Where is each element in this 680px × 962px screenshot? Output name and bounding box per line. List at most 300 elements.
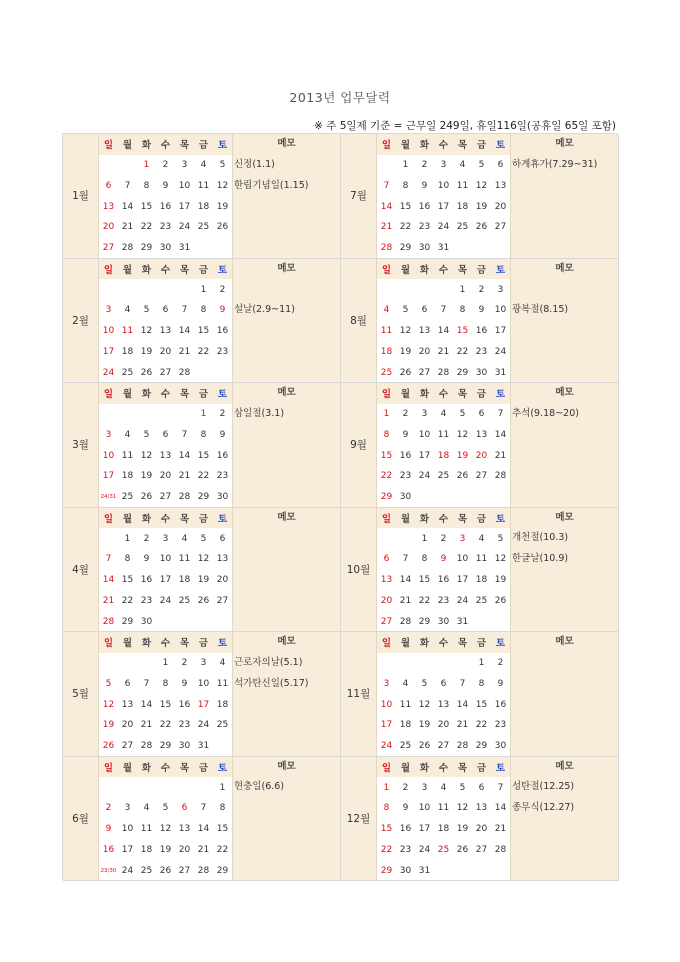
weekday-label: 화 xyxy=(141,140,152,152)
week-row xyxy=(99,715,232,736)
memo-column xyxy=(232,259,340,383)
day-cell: 8 xyxy=(143,180,150,191)
day-cell: 18 xyxy=(121,346,134,357)
day-cell: 26 xyxy=(216,222,229,233)
memo-column xyxy=(232,383,340,507)
day-cell: 9 xyxy=(219,429,226,440)
day-cell: 3 xyxy=(383,678,390,689)
day-cell: 8 xyxy=(200,429,207,440)
memo-item xyxy=(511,279,618,300)
memo-header: 메모 xyxy=(277,760,296,772)
week-row xyxy=(99,777,232,798)
day-cell: 22 xyxy=(380,471,393,482)
month-calendar xyxy=(99,134,232,258)
day-cell: 3 xyxy=(181,160,188,171)
day-cell: 21 xyxy=(380,222,393,233)
day-cell: 29 xyxy=(380,492,393,503)
day-cell: 24 xyxy=(380,741,393,752)
day-cell: 25 xyxy=(121,367,134,378)
day-cell: 18 xyxy=(380,346,393,357)
page-title: 2013년 업무달력 xyxy=(289,90,391,105)
weekday-label: 화 xyxy=(141,513,152,525)
day-cell: 16 xyxy=(494,699,507,710)
weekday-label: 월 xyxy=(400,638,411,650)
weekday-header xyxy=(377,134,510,155)
week-row xyxy=(99,819,232,840)
weekday-header xyxy=(377,259,510,280)
week-row xyxy=(99,798,232,819)
day-cell: 7 xyxy=(124,180,131,191)
day-cell: 12 xyxy=(197,554,210,565)
day-cell: 25 xyxy=(197,222,210,233)
day-cell: 10 xyxy=(380,699,393,710)
day-cell: 4 xyxy=(143,803,150,814)
day-cell: 24 xyxy=(197,720,210,731)
month-block xyxy=(63,508,341,633)
day-cell: 22 xyxy=(456,346,469,357)
day-cell: 4 xyxy=(124,429,131,440)
day-cell: 5 xyxy=(402,305,409,316)
day-cell: 29 xyxy=(121,616,134,627)
day-cell: 6 xyxy=(219,533,226,544)
week-row xyxy=(377,715,510,736)
day-cell: 24 xyxy=(178,222,191,233)
day-cell: 25 xyxy=(456,222,469,233)
day-cell: 14 xyxy=(399,575,412,586)
day-cell: 1 xyxy=(219,782,226,793)
month-label: 5월 xyxy=(63,632,99,756)
day-cell: 22 xyxy=(475,720,488,731)
day-cell: 31 xyxy=(437,243,450,254)
day-cell: 6 xyxy=(124,678,131,689)
day-cell: 1 xyxy=(124,533,131,544)
day-cell: 20 xyxy=(216,575,229,586)
weekday-label: 목 xyxy=(179,762,190,774)
day-cell: 18 xyxy=(475,575,488,586)
day-cell: 1 xyxy=(421,533,428,544)
day-cell: 23 xyxy=(159,222,172,233)
day-cell: 29 xyxy=(140,243,153,254)
week-row xyxy=(377,736,510,757)
memo-item: 신정(1.1) xyxy=(234,158,275,170)
day-cell: 22 xyxy=(140,222,153,233)
week-row xyxy=(99,549,232,570)
month-block xyxy=(341,508,619,633)
day-cell: 17 xyxy=(437,201,450,212)
day-cell: 21 xyxy=(399,595,412,606)
day-cell: 8 xyxy=(124,554,131,565)
day-cell: 17 xyxy=(121,844,134,855)
week-row xyxy=(377,694,510,715)
memo-item: 한립기념일(1.15) xyxy=(234,179,309,191)
day-cell: 29 xyxy=(399,243,412,254)
day-cell: 26 xyxy=(197,595,210,606)
day-cell: 30 xyxy=(418,243,431,254)
day-cell: 25 xyxy=(216,720,229,731)
day-cell: 18 xyxy=(178,575,191,586)
weekday-label: 월 xyxy=(400,264,411,276)
month-calendar xyxy=(99,383,232,507)
day-cell: 24 xyxy=(456,595,469,606)
day-cell: 3 xyxy=(421,409,428,420)
week-row xyxy=(377,570,510,591)
week-row xyxy=(99,362,232,383)
weekday-label: 수 xyxy=(160,513,171,525)
day-cell: 12 xyxy=(140,450,153,461)
day-cell: 5 xyxy=(219,160,226,171)
day-cell: 30 xyxy=(494,741,507,752)
day-cell: 27 xyxy=(121,741,134,752)
week-row xyxy=(99,279,232,300)
day-cell: 24 xyxy=(494,346,507,357)
day-cell: 9 xyxy=(402,803,409,814)
day-cell: 30 xyxy=(475,367,488,378)
day-cell: 26 xyxy=(475,222,488,233)
day-cell: 25 xyxy=(121,492,134,503)
day-cell: 7 xyxy=(497,782,504,793)
day-cell: 16 xyxy=(418,201,431,212)
weekday-label: 화 xyxy=(141,389,152,401)
day-cell: 16 xyxy=(216,450,229,461)
day-cell: 10 xyxy=(102,450,115,461)
week-row xyxy=(99,466,232,487)
weekday-header xyxy=(377,632,510,653)
day-cell: 23/30 xyxy=(100,867,117,874)
day-cell: 9 xyxy=(162,180,169,191)
week-row xyxy=(377,300,510,321)
month-calendar xyxy=(377,508,510,632)
day-cell: 11 xyxy=(475,554,488,565)
week-row xyxy=(99,653,232,674)
memo-header: 메모 xyxy=(555,138,574,149)
day-cell: 8 xyxy=(219,803,226,814)
day-cell: 19 xyxy=(494,575,507,586)
day-cell: 7 xyxy=(181,305,188,316)
day-cell: 25 xyxy=(380,367,393,378)
day-cell: 3 xyxy=(200,658,207,669)
weekday-label: 일 xyxy=(381,264,392,276)
day-cell: 4 xyxy=(219,658,226,669)
day-cell: 9 xyxy=(497,678,504,689)
day-cell: 10 xyxy=(494,305,507,316)
month-calendar xyxy=(99,757,232,881)
day-cell: 25 xyxy=(178,595,191,606)
week-row xyxy=(377,528,510,549)
weekday-label: 목 xyxy=(457,264,468,276)
day-cell: 20 xyxy=(159,346,172,357)
weekday-label: 화 xyxy=(141,264,152,276)
week-row xyxy=(377,674,510,695)
day-cell: 20 xyxy=(494,201,507,212)
day-cell: 22 xyxy=(418,595,431,606)
weekday-label: 금 xyxy=(198,140,209,152)
day-cell: 25 xyxy=(399,741,412,752)
month-calendar xyxy=(99,508,232,632)
day-cell: 15 xyxy=(216,824,229,835)
day-cell: 15 xyxy=(380,824,393,835)
week-row xyxy=(377,404,510,425)
day-cell: 19 xyxy=(197,575,210,586)
day-cell: 1 xyxy=(383,409,390,420)
day-cell: 28 xyxy=(121,243,134,254)
day-cell: 5 xyxy=(200,533,207,544)
weekday-label: 토 xyxy=(217,140,228,152)
weekday-label: 일 xyxy=(103,264,114,276)
day-cell: 13 xyxy=(159,326,172,337)
memo-item: 근로자의날(5.1) xyxy=(234,656,303,668)
day-cell: 27 xyxy=(380,616,393,627)
week-row xyxy=(377,611,510,632)
day-cell: 21 xyxy=(494,450,507,461)
day-cell: 8 xyxy=(162,678,169,689)
memo-column xyxy=(232,632,340,756)
day-cell: 15 xyxy=(475,699,488,710)
week-row xyxy=(377,653,510,674)
weekday-label: 토 xyxy=(495,140,506,152)
day-cell: 4 xyxy=(440,782,447,793)
day-cell: 15 xyxy=(197,326,210,337)
day-cell: 25 xyxy=(437,844,450,855)
day-cell: 16 xyxy=(178,699,191,710)
day-cell: 23 xyxy=(418,222,431,233)
week-row xyxy=(377,591,510,612)
memo-item: 설날(2.9~11) xyxy=(234,304,295,315)
month-label: 2월 xyxy=(63,259,99,383)
day-cell: 19 xyxy=(140,471,153,482)
day-cell: 9 xyxy=(143,554,150,565)
day-cell: 16 xyxy=(399,450,412,461)
day-cell: 2 xyxy=(497,658,504,669)
week-row xyxy=(99,238,232,259)
day-cell: 16 xyxy=(159,201,172,212)
day-cell: 4 xyxy=(200,160,207,171)
memo-item: 성탄절(12.25) xyxy=(512,781,575,793)
day-cell: 11 xyxy=(437,803,450,814)
day-cell: 5 xyxy=(143,429,150,440)
day-cell: 19 xyxy=(418,720,431,731)
day-cell: 5 xyxy=(459,782,466,793)
day-cell: 19 xyxy=(456,450,469,461)
day-cell: 5 xyxy=(421,678,428,689)
day-cell: 13 xyxy=(418,326,431,337)
day-cell: 7 xyxy=(383,180,390,191)
day-cell: 23 xyxy=(399,471,412,482)
weekday-header xyxy=(99,508,232,529)
month-calendar xyxy=(377,134,510,258)
week-row xyxy=(99,176,232,197)
week-row xyxy=(377,238,510,259)
day-cell: 6 xyxy=(162,305,169,316)
day-cell: 16 xyxy=(437,575,450,586)
weekday-label: 월 xyxy=(122,140,133,152)
memo-column xyxy=(510,632,618,756)
memo-header: 메모 xyxy=(277,262,296,274)
day-cell: 14 xyxy=(437,326,450,337)
memo-column xyxy=(510,259,618,383)
weekday-label: 수 xyxy=(438,264,449,276)
weekday-header xyxy=(377,757,510,778)
day-cell: 26 xyxy=(140,492,153,503)
day-cell: 28 xyxy=(399,616,412,627)
day-cell: 2 xyxy=(143,533,150,544)
weekday-label: 수 xyxy=(438,389,449,401)
day-cell: 27 xyxy=(494,222,507,233)
day-cell: 11 xyxy=(178,554,191,565)
memo-item: 한글날(10.9) xyxy=(512,553,569,564)
day-cell: 20 xyxy=(437,720,450,731)
memo-item xyxy=(233,279,340,300)
day-cell: 23 xyxy=(475,346,488,357)
day-cell: 27 xyxy=(475,471,488,482)
day-cell: 22 xyxy=(197,471,210,482)
day-cell: 26 xyxy=(456,844,469,855)
day-cell: 28 xyxy=(178,367,191,378)
day-cell: 21 xyxy=(437,346,450,357)
day-cell: 21 xyxy=(178,471,191,482)
day-cell: 20 xyxy=(159,471,172,482)
memo-header: 메모 xyxy=(555,760,574,772)
day-cell: 2 xyxy=(402,782,409,793)
weekday-label: 월 xyxy=(400,762,411,774)
week-row xyxy=(99,404,232,425)
day-cell: 31 xyxy=(178,243,191,254)
weekday-label: 일 xyxy=(103,140,114,152)
weekday-label: 금 xyxy=(198,762,209,774)
day-cell: 19 xyxy=(140,346,153,357)
day-cell: 24 xyxy=(159,595,172,606)
day-cell: 28 xyxy=(197,865,210,876)
day-cell: 31 xyxy=(197,741,210,752)
memo-item: 종무식(12.27) xyxy=(512,802,575,813)
day-cell: 1 xyxy=(143,160,150,171)
day-cell: 12 xyxy=(399,326,412,337)
day-cell: 13 xyxy=(178,824,191,835)
day-cell: 25 xyxy=(437,471,450,482)
day-cell: 22 xyxy=(216,844,229,855)
day-cell: 17 xyxy=(102,346,115,357)
day-cell: 29 xyxy=(456,367,469,378)
weekday-label: 일 xyxy=(103,762,114,774)
day-cell: 30 xyxy=(437,616,450,627)
weekday-label: 수 xyxy=(160,762,171,774)
week-row xyxy=(377,840,510,861)
weekday-label: 금 xyxy=(476,140,487,152)
weekday-label: 금 xyxy=(198,389,209,401)
day-cell: 13 xyxy=(494,180,507,191)
day-cell: 23 xyxy=(216,346,229,357)
week-row xyxy=(99,321,232,342)
month-block xyxy=(341,757,619,882)
month-calendar xyxy=(377,259,510,383)
day-cell: 12 xyxy=(494,554,507,565)
day-cell: 15 xyxy=(399,201,412,212)
week-row xyxy=(99,155,232,176)
month-calendar xyxy=(377,383,510,507)
day-cell: 27 xyxy=(159,367,172,378)
day-cell: 30 xyxy=(178,741,191,752)
memo-header: 메모 xyxy=(277,387,296,398)
day-cell: 28 xyxy=(178,492,191,503)
weekday-header xyxy=(99,259,232,280)
day-cell: 7 xyxy=(497,409,504,420)
weekday-header xyxy=(99,134,232,155)
memo-item: 광복절(8.15) xyxy=(512,304,569,315)
day-cell: 4 xyxy=(124,305,131,316)
day-cell: 9 xyxy=(440,554,447,565)
month-label: 7월 xyxy=(341,134,377,258)
month-block xyxy=(341,632,619,757)
weekday-label: 화 xyxy=(419,513,430,525)
day-cell: 10 xyxy=(102,326,115,337)
day-cell: 19 xyxy=(456,824,469,835)
day-cell: 3 xyxy=(162,533,169,544)
weekday-header xyxy=(377,383,510,404)
day-cell: 14 xyxy=(456,699,469,710)
day-cell: 11 xyxy=(456,180,469,191)
day-cell: 3 xyxy=(421,782,428,793)
day-cell: 30 xyxy=(159,243,172,254)
weekday-label: 월 xyxy=(122,513,133,525)
day-cell: 20 xyxy=(475,450,488,461)
day-cell: 28 xyxy=(140,741,153,752)
day-cell: 1 xyxy=(459,284,466,295)
month-block xyxy=(341,383,619,508)
day-cell: 12 xyxy=(102,699,115,710)
month-label: 9월 xyxy=(341,383,377,507)
day-cell: 6 xyxy=(162,429,169,440)
day-cell: 27 xyxy=(437,741,450,752)
memo-header: 메모 xyxy=(277,511,296,523)
day-cell: 2 xyxy=(181,658,188,669)
day-cell: 3 xyxy=(497,284,504,295)
memo-header: 메모 xyxy=(555,387,574,398)
memo-header: 메모 xyxy=(555,262,574,274)
weekday-label: 월 xyxy=(122,762,133,774)
day-cell: 5 xyxy=(105,678,112,689)
day-cell: 25 xyxy=(140,865,153,876)
memo-item: 하계휴가(7.29~31) xyxy=(512,158,598,170)
day-cell: 1 xyxy=(383,782,390,793)
week-row xyxy=(377,196,510,217)
month-block xyxy=(63,383,341,508)
day-cell: 26 xyxy=(418,741,431,752)
day-cell: 22 xyxy=(197,346,210,357)
weekday-label: 토 xyxy=(495,638,506,650)
day-cell: 12 xyxy=(216,180,229,191)
day-cell: 12 xyxy=(475,180,488,191)
day-cell: 3 xyxy=(105,429,112,440)
day-cell: 29 xyxy=(159,741,172,752)
day-cell: 27 xyxy=(418,367,431,378)
day-cell: 24 xyxy=(121,865,134,876)
day-cell: 8 xyxy=(402,180,409,191)
day-cell: 16 xyxy=(140,575,153,586)
day-cell: 15 xyxy=(380,450,393,461)
day-cell: 31 xyxy=(456,616,469,627)
week-row xyxy=(377,321,510,342)
weekday-label: 금 xyxy=(476,389,487,401)
day-cell: 14 xyxy=(140,699,153,710)
week-row xyxy=(377,342,510,363)
month-label: 3월 xyxy=(63,383,99,507)
week-row xyxy=(99,445,232,466)
weekday-label: 토 xyxy=(217,389,228,401)
memo-header: 메모 xyxy=(277,636,296,647)
day-cell: 19 xyxy=(399,346,412,357)
day-cell: 6 xyxy=(440,678,447,689)
day-cell: 31 xyxy=(494,367,507,378)
weekday-label: 일 xyxy=(381,638,392,650)
